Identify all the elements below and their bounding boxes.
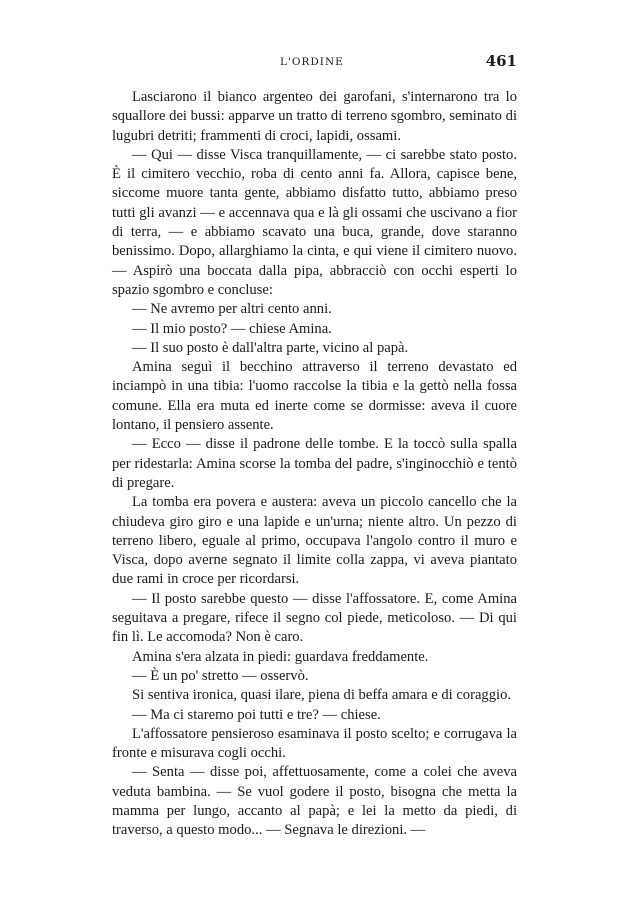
paragraph: — Ma ci staremo poi tutti e tre? — chiese.: [132, 706, 381, 723]
paragraph: — Il posto sarebbe questo — disse l'affossatore. E, come Amina seguitava a pregare, rifece il segno col piede, meticoloso. — Di qui fin lì. Le accomoda? Non è caro.: [112, 590, 517, 646]
paragraph: L'affossatore pensieroso esaminava il posto scelto; e corrugava la fronte e misurava cogli occhi.: [112, 725, 517, 762]
paragraph: Lasciarono il bianco argenteo dei garofani, s'internarono tra lo squallore dei bussi: apparve un tratto di terreno sgombro, seminato di lugubri detriti; frammenti di croci, lapidi, ossami.: [112, 89, 517, 144]
paragraph: — Qui — disse Visca tranquillamente, — ci sarebbe stato posto. È il cimitero vecchio, roba di cento anni fa. Allora, capisce bene, siccome muore tanta gente, abbiamo disfatto tutto, abbiamo preso tutti gli avanzi — e accennava qua e là gli ossami che uscivano a fior di terra, — e abbiamo scavato una buca, grande, dove staranno benissimo. Dopo, allarghiamo la cinta, e qui viene il cimitero nuovo. — Aspirò una boccata dalla pipa, abbracciò con occhi esperti lo spazio sgombro e concluse:: [112, 146, 517, 298]
paragraph: — Senta — disse poi, affettuosamente, come a colei che aveva veduta bambina. — Se vuol godere il posto, bisogna che metta la mamma per lungo, accanto al papà; e lei la metto da piedi, di traverso, a questo modo... — Segnava le direzioni. —: [112, 764, 517, 839]
body-text: [112, 88, 517, 841]
paragraph: — Ne avremo per altri cento anni.: [132, 301, 332, 318]
paragraph: — Ecco — disse il padrone delle tombe. E la toccò sulla spalla per ridestarla: Amina scorse la tomba del padre, s'inginocchiò e tentò di pregare.: [112, 436, 517, 491]
paragraph: Amina seguì il becchino attraverso il terreno devastato ed inciampò in una tibia: l'uomo raccolse la tibia e la gettò nella fossa comune. Ella era muta ed inerte come se dormisse: aveva il cuore lontano, il pensiero assente.: [112, 359, 517, 434]
running-title: L'ORDINE: [280, 56, 344, 68]
paragraph: — Il suo posto è dall'altra parte, vicino al papà.: [132, 339, 409, 356]
paragraph: Si sentiva ironica, quasi ilare, piena di beffa amara e di coraggio.: [132, 687, 512, 704]
running-head: [112, 50, 517, 72]
page-number: 461: [485, 52, 517, 70]
paragraph: La tomba era povera e austera: aveva un piccolo cancello che la chiudeva giro giro e una lapide e un'urna; niente altro. Un pezzo di terreno libero, eguale al primo, occupava l'angolo contro il muro e Visca, dopo averne segnato il limite colla zappa, vi aveva piantato due rami in croce per ricordarsi.: [112, 494, 517, 588]
paragraph: — Il mio posto? — chiese Amina.: [132, 320, 332, 337]
paragraph: — È un po' stretto — osservò.: [132, 667, 309, 684]
paragraph: Amina s'era alzata in piedi: guardava freddamente.: [132, 648, 429, 665]
